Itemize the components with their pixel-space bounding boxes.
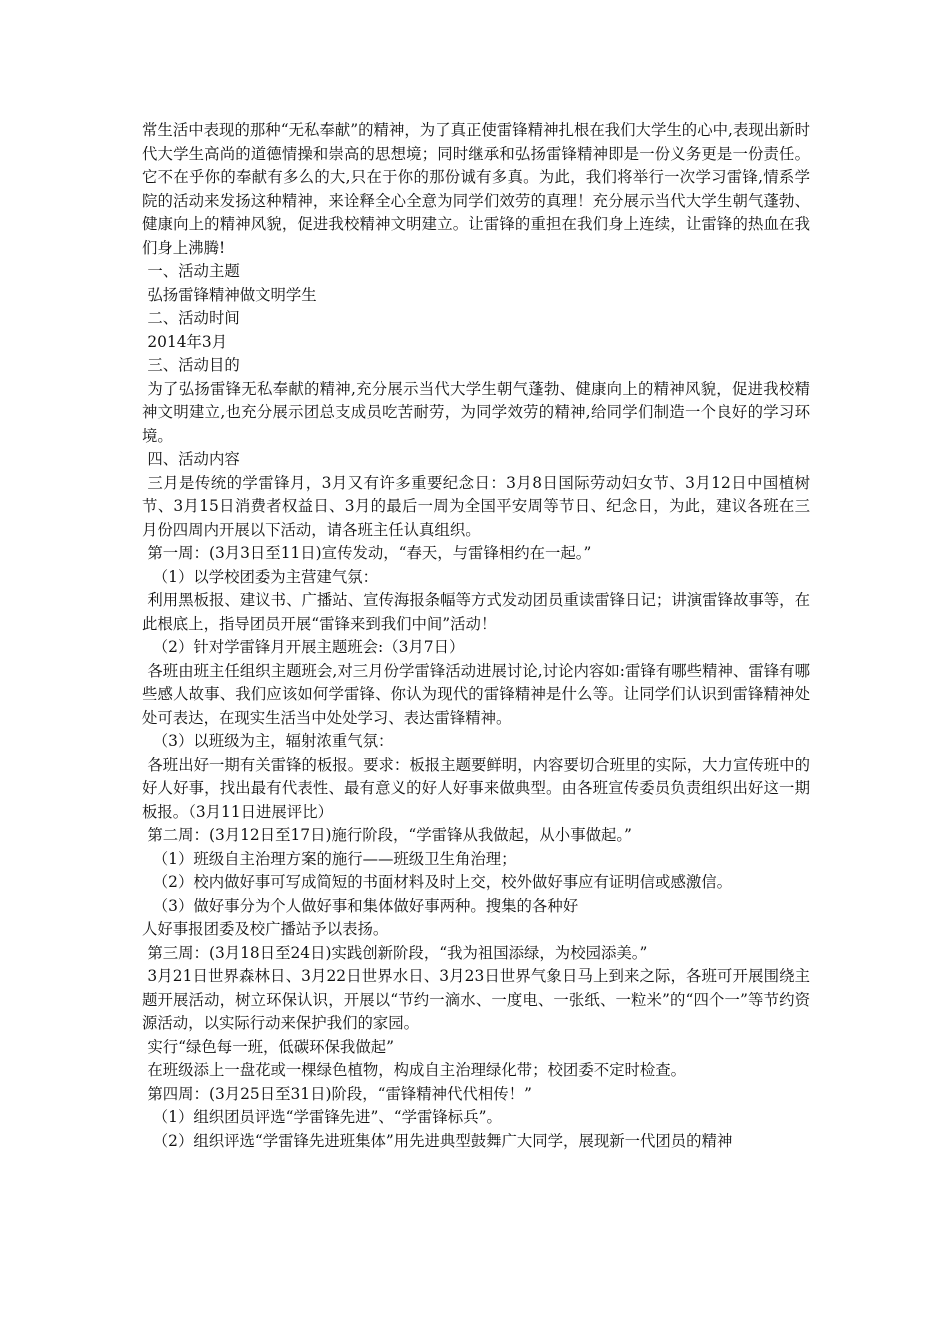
week-one-item-1-text: 利用黑板报、建议书、广播站、宣传海报条幅等方式发动团员重读雷锋日记；讲演雷锋故事等，在此根底上，指导团员开展“雷锋来到我们中间”活动！ (142, 591, 810, 633)
week-three-slogan: 实行“绿色每一班，低碳环保我做起” (147, 1037, 394, 1056)
section-heading-theme: 一、活动主题 (147, 262, 240, 280)
week-one-item-2: （2）针对学雷锋月开展主题班会:（3月7日） (152, 638, 465, 656)
week-two-item-1: （1）班级自主治理方案的施行——班级卫生角治理； (152, 849, 517, 868)
time-text: 2014年3月 (147, 332, 228, 351)
week-two-heading: 第二周：(3月12日至17日)施行阶段，“学雷锋从我做起，从小事做起。” (147, 826, 632, 844)
purpose-text: 为了弘扬雷锋无私奉献的精神,充分展示当代大学生朝气蓬勃、健康向上的精神风貌，促进我校精神文明建立,也充分展示团总支成员吃苦耐劳，为同学效劳的精神,给同学们制造一个良好的学习环境。 (142, 379, 810, 445)
week-one-item-2-text: 各班由班主任组织主题班会,对三月份学雷锋活动进展讨论,讨论内容如:雷锋有哪些精神、雷锋有哪些感人故事、我们应该如何学雷锋、你认为现代的雷锋精神是什么等。让同学们认识到雷锋精神处处可表达，在现实生活当中处处学习、表达雷锋精神。 (142, 661, 810, 727)
week-four-heading: 第四周：(3月25日至31日)阶段，“雷锋精神代代相传！” (147, 1084, 532, 1103)
week-two-item-3-cont: 人好事报团委及校广播站予以表扬。 (142, 920, 389, 938)
week-four-item-2: （2）组织评选“学雷锋先进班集体”用先进典型鼓舞广大同学，展现新一代团员的精神 (152, 1131, 733, 1150)
week-two-item-2: （2）校内做好事可写成简短的书面材料及时上交，校外做好事应有证明信或感激信。 (152, 873, 733, 891)
section-heading-purpose: 三、活动目的 (147, 356, 240, 374)
section-heading-time: 二、活动时间 (147, 309, 240, 327)
week-one-item-1: （1）以学校团委为主营建气氛： (152, 567, 379, 586)
week-one-item-3: （3）以班级为主，辐射浓重气氛： (152, 732, 394, 750)
week-three-heading: 第三周：(3月18日至24日)实践创新阶段，“我为祖国添绿，为校园添美。” (147, 943, 648, 962)
theme-text: 弘扬雷锋精神做文明学生 (147, 285, 317, 304)
week-four-item-1: （1）组织团员评选“学雷锋先进”、“学雷锋标兵”。 (152, 1108, 502, 1126)
week-one-heading: 第一周：(3月3日至11日)宣传发动，“春天，与雷锋相约在一起。” (147, 544, 592, 562)
document-page (142, 119, 810, 1153)
week-three-text: 3月21日世界森林日、3月22日世界水日、3月23日世界气象日马上到来之际，各班可开展围绕主题开展活动，树立环保认识，开展以“节约一滴水、一度电、一张纸、一粒米”的“四个一”等节约资源活动，以实际行动来保护我们的家园。 (142, 967, 810, 1032)
content-intro: 三月是传统的学雷锋月，3月又有许多重要纪念日：3月8日国际劳动妇女节、3月12日中国植树节、3月15日消费者权益日、3月的最后一周为全国平安周等节日、纪念日，为此，建议各班在三月份四周内开展以下活动，请各班主任认真组织。 (142, 473, 810, 539)
week-three-action: 在班级添上一盘花或一棵绿色植物，构成自主治理绿化带；校团委不定时检查。 (147, 1061, 687, 1079)
intro-paragraph: 常生活中表现的那种“无私奉献”的精神，为了真正使雷锋精神扎根在我们大学生的心中,表现出新时代大学生高尚的道德情操和崇高的思想境；同时继承和弘扬雷锋精神即是一份义务更是一份责任。它不在乎你的奉献有多么的大,只在于你的那份诚有多真。为此，我们将举行一次学习雷锋,情系学院的活动来发扬这种精神，来诠释全心全意为同学们效劳的真理！充分展示当代大学生朝气蓬勃、健康向上的精神风貌，促进我校精神文明建立。让雷锋的重担在我们身上连续，让雷锋的热血在我们身上沸腾! (142, 121, 810, 257)
week-two-item-3: （3）做好事分为个人做好事和集体做好事两种。搜集的各种好 (152, 896, 579, 915)
week-one-item-3-text: 各班出好一期有关雷锋的板报。要求：板报主题要鲜明，内容要切合班里的实际，大力宣传班中的好人好事，找出最有代表性、最有意义的好人好事来做典型。由各班宣传委员负责组织出好这一期板报。（3月11日进展评比） (142, 755, 810, 821)
section-heading-content: 四、活动内容 (147, 450, 240, 468)
